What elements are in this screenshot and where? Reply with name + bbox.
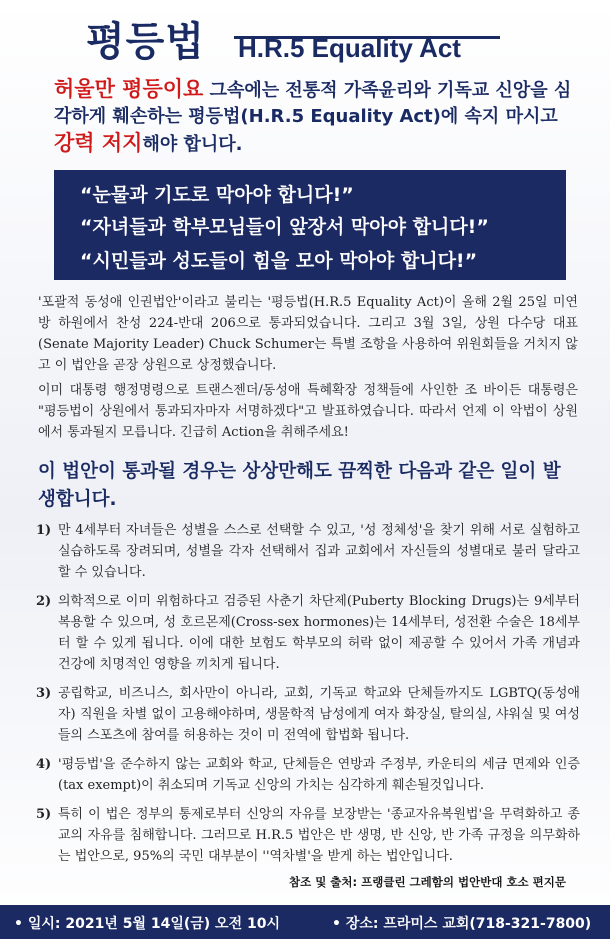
paragraph-2: 이미 대통령 행정명령으로 트랜스젠더/동성애 특혜확장 정책들에 사인한 조 바이든 대통령은 "평등법이 상원에서 통과되자마자 서명하겠다"고 발표하였습니다. 따라서 언제 이 악법이 상원에서 통과될지 모릅니다. 긴급히 Action을 취해주세요!	[38, 383, 578, 440]
quote-3: “시민들과 성도들이 힘을 모아 막아야 합니다!”	[80, 250, 478, 272]
item-number: 2)	[36, 594, 52, 609]
intro-highlight-2: 강력 저지	[54, 131, 143, 155]
section-title: 이 법안이 통과될 경우는 상상만해도 끔찍한 다음과 같은 일이 발생합니다.	[38, 461, 561, 510]
item-text: 만 4세부터 자녀들은 성별을 스스로 선택할 수 있고, '성 정체성'을 찾기 위해 서로 실험하고 실습하도록 장려되며, 성별을 각자 선택해서 집과 교회에서 자신들의 성별대로 불러 달라고 할 수 있습니다.	[58, 523, 580, 580]
intro-body-2: 해야 합니다.	[142, 134, 243, 155]
footer-bar	[0, 905, 610, 939]
title-korean: 평등법	[86, 19, 205, 65]
item-number: 4)	[36, 757, 52, 772]
consequence-list	[36, 520, 580, 875]
quote-box	[54, 170, 566, 280]
list-item	[36, 804, 580, 867]
item-text: 특히 이 법은 정부의 통제로부터 신앙의 자유를 보장받는 '종교자유복원법'을 무력화하고 종교의 자유를 침해합니다. 그러므로 H.R.5 법안은 반 생명, 반 신앙, 반 가족 규정을 의무화하는 법안으로, 95%의 국민 대부분이 ''역차별'을 받게 하는 법안입니다.	[58, 807, 580, 864]
intro-highlight-1: 허울만 평등이요	[54, 77, 204, 101]
quote-1: “눈물과 기도로 막아야 합니다!”	[80, 184, 354, 206]
quote-2: “자녀들과 학부모님들이 앞장서 막아야 합니다!”	[80, 216, 489, 238]
item-number: 5)	[36, 807, 52, 822]
footer-date: • 일시: 2021년 5월 14일(금) 오전 10시	[14, 916, 280, 932]
item-text: 의학적으로 이미 위험하다고 검증된 사춘기 차단제(Puberty Blocking Drugs)는 9세부터 복용할 수 있으며, 성 호르몬제(Cross-sex hormones)는 14세부터, 성전환 수술은 18세부터 할 수 있게 됩니다. 이에 대한 보험도 학부모의 허락 없이 제공할 수 있어서 가족 개념과 건강에 치명적인 영향을 끼치게 됩니다.	[58, 594, 580, 672]
item-text: 공립학교, 비즈니스, 회사만이 아니라, 교회, 기독교 학교와 단체들까지도 LGBTQ(동성애자) 직원을 차별 없이 고용해야하며, 생물학적 남성에게 여자 화장실, 탈의실, 샤워실 및 여성들의 스포츠에 참여를 허용하는 것이 미 전역에 합법화 됩니다.	[58, 686, 580, 743]
intro-text	[54, 76, 574, 158]
item-number: 3)	[36, 686, 52, 701]
list-item	[36, 754, 580, 796]
title-english: H.R.5 Equality Act	[238, 33, 461, 63]
list-item	[36, 520, 580, 583]
list-item	[36, 683, 580, 746]
source-citation: 참조 및 출처: 프랭클린 그레함의 법안반대 호소 편지문	[288, 875, 566, 889]
paragraph-1: '포괄적 동성애 인권법안'이라고 불리는 '평등법(H.R.5 Equality Act)이 올해 2월 25일 미연방 하원에서 찬성 224-반대 206으로 통과되었습니다. 그리고 3월 3일, 상원 다수당 대표(Senate Majority Leader) Chuck Schumer는 특별 조항을 사용하여 위원회들을 거치지 않고 이 법안을 곧장 상원으로 상정했습니다.	[38, 295, 578, 373]
header	[0, 8, 610, 68]
list-item	[36, 591, 580, 675]
item-text: '평등법'을 준수하지 않는 교회와 학교, 단체들은 연방과 주정부, 카운티의 세금 면제와 인증(tax exempt)이 취소되며 기독교 신앙의 가치는 심각하게 훼손될것입니다.	[58, 757, 580, 793]
item-number: 1)	[36, 523, 52, 538]
intro-body-1: 그속에는 전통적 가족윤리와 기독교 신앙을 심각하게 훼손하는 평등법(H.R.5 Equality Act)에 속지 마시고	[54, 80, 572, 127]
footer-place: • 장소: 프라미스 교회(718-321-7800)	[332, 916, 592, 932]
